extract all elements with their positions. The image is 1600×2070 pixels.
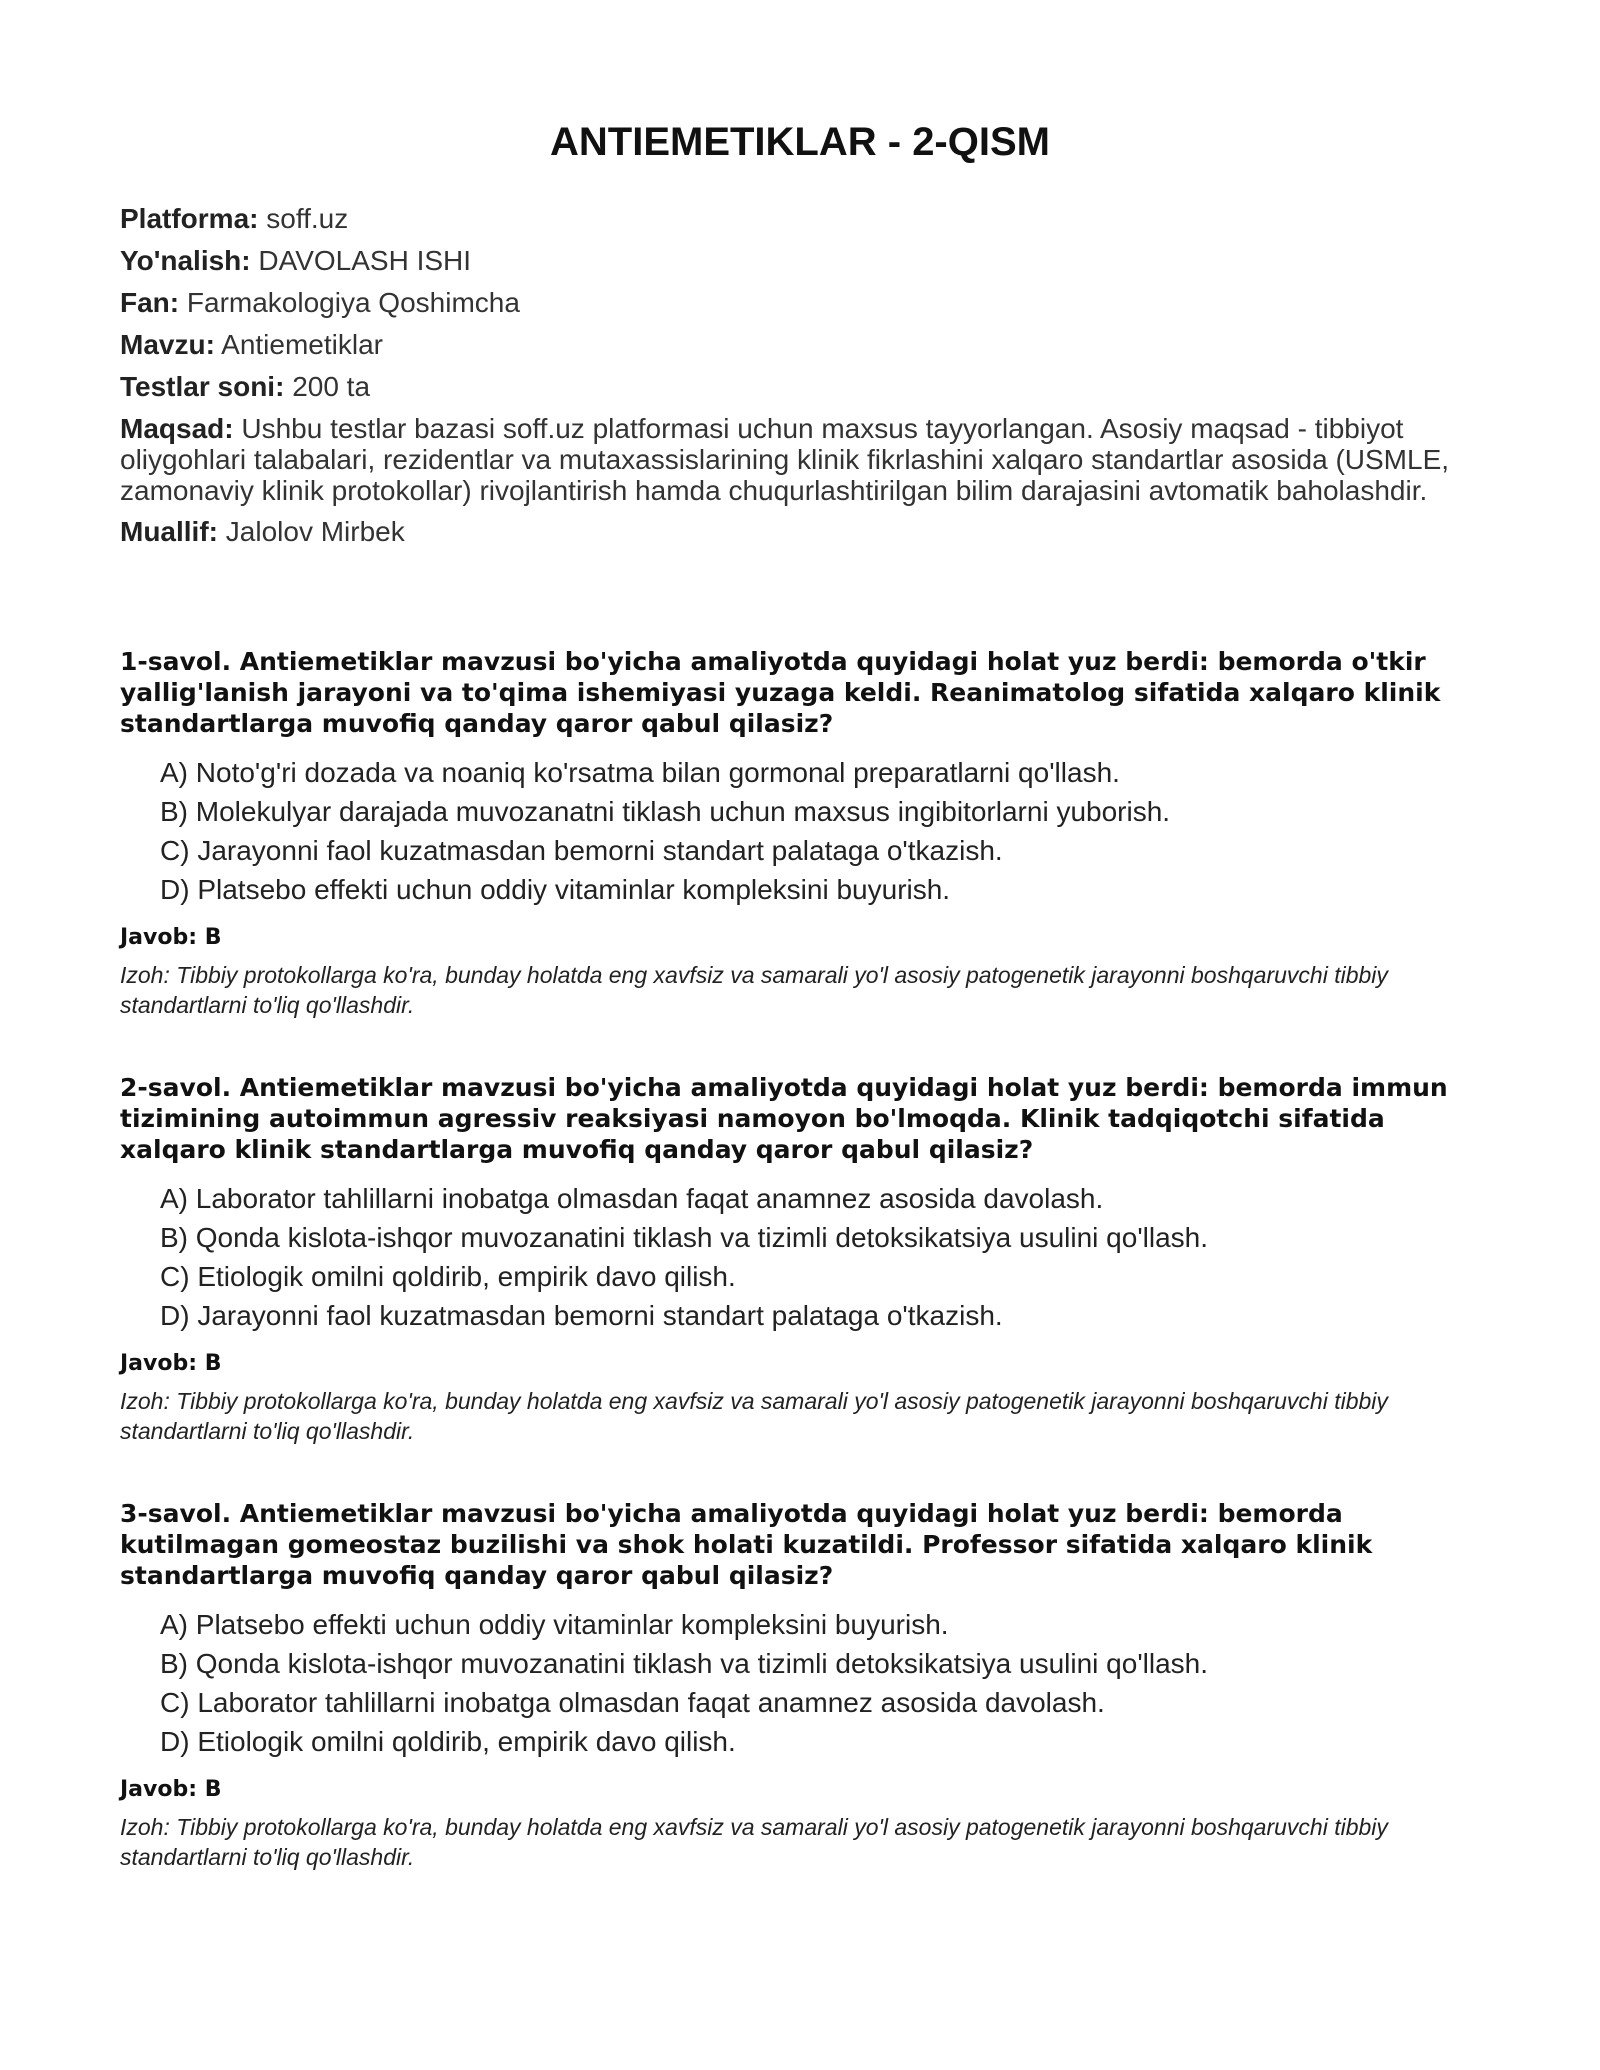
meta-platforma <box>120 203 1480 235</box>
meta-value: Farmakologiya Qoshimcha <box>186 287 520 318</box>
meta-value: DAVOLASH ISHI <box>258 245 472 276</box>
meta-value: Jalolov Mirbek <box>225 516 405 547</box>
meta-yonalish <box>120 245 1480 277</box>
option-d: D) Jarayonni faol kuzatmasdan bemorni standart palataga o'tkazish. <box>160 1300 1003 1331</box>
question-text: 3-savol. Antiemetiklar mavzusi bo'yicha amaliyotda quyidagi holat yuz berdi: bemorda kutilmagan gomeostaz buzilishi va shok holati kuzatildi. Professor sifatida xalqaro klinik standartlarga muvofiq qanday qaror qabul qilasiz? <box>120 1499 1373 1590</box>
question-text: 2-savol. Antiemetiklar mavzusi bo'yicha amaliyotda quyidagi holat yuz berdi: bemorda immun tizimining autoimmun agressiv reaksiyasi namoyon bo'lmoqda. Klinik tadqiqotchi sifatida xalqaro klinik standartlarga muvofiq qanday qaror qabul qilasiz? <box>120 1073 1448 1164</box>
meta-value: soff.uz <box>266 203 349 234</box>
question-text: 1-savol. Antiemetiklar mavzusi bo'yicha amaliyotda quyidagi holat yuz berdi: bemorda o'tkir yallig'lanish jarayoni va to'qima ishemiyasi yuzaga keldi. Reanimatolog sifatida xalqaro klinik standartlarga muvofiq qanday qaror qabul qilasiz? <box>120 647 1441 738</box>
option-c: C) Etiologik omilni qoldirib, empirik davo qilish. <box>160 1261 736 1292</box>
option-b: B) Qonda kislota-ishqor muvozanatini tiklash va tizimli detoksikatsiya usulini qo'llash. <box>160 1648 1209 1679</box>
meta-key: Mavzu: <box>120 329 215 360</box>
option-b: B) Molekulyar darajada muvozanatni tiklash uchun maxsus ingibitorlarni yuborish. <box>160 796 1171 827</box>
option-d: D) Etiologik omilni qoldirib, empirik davo qilish. <box>160 1726 736 1757</box>
option-c: C) Laborator tahlillarni inobatga olmasdan faqat anamnez asosida davolash. <box>160 1687 1105 1718</box>
meta-testlar-soni <box>120 371 1480 403</box>
meta-value: Antiemetiklar <box>221 329 383 360</box>
answer-label: Javob: B <box>120 1777 222 1802</box>
meta-key: Fan: <box>120 287 180 318</box>
answer-label: Javob: B <box>120 1351 222 1376</box>
questions-list <box>120 646 1480 1872</box>
meta-key: Maqsad: <box>120 413 234 444</box>
meta-key: Yo'nalish: <box>120 245 251 276</box>
page-title: ANTIEMETIKLAR - 2-QISM <box>550 120 1050 164</box>
meta-maqsad <box>120 413 1480 506</box>
meta-fan <box>120 287 1480 319</box>
option-d: D) Platsebo effekti uchun oddiy vitaminlar kompleksini buyurish. <box>160 874 951 905</box>
question-1 <box>120 646 1480 1020</box>
explanation-note: Izoh: Tibbiy protokollarga ko'ra, bunday holatda eng xavfsiz va samarali yo'l asosiy patogenetik jarayonni boshqaruvchi tibbiy standartlarni to'liq qo'llashdir. <box>120 1388 1388 1444</box>
option-a: A) Laborator tahlillarni inobatga olmasdan faqat anamnez asosida davolash. <box>160 1183 1104 1214</box>
question-2 <box>120 1072 1480 1446</box>
meta-key: Testlar soni: <box>120 371 285 402</box>
option-b: B) Qonda kislota-ishqor muvozanatini tiklash va tizimli detoksikatsiya usulini qo'llash. <box>160 1222 1209 1253</box>
meta-key: Muallif: <box>120 516 218 547</box>
answer-label: Javob: B <box>120 925 222 950</box>
option-a: A) Noto'g'ri dozada va noaniq ko'rsatma bilan gormonal preparatlarni qo'llash. <box>160 757 1120 788</box>
option-c: C) Jarayonni faol kuzatmasdan bemorni standart palataga o'tkazish. <box>160 835 1003 866</box>
meta-mavzu <box>120 329 1480 361</box>
explanation-note: Izoh: Tibbiy protokollarga ko'ra, bunday holatda eng xavfsiz va samarali yo'l asosiy patogenetik jarayonni boshqaruvchi tibbiy standartlarni to'liq qo'llashdir. <box>120 1814 1388 1870</box>
meta-muallif <box>120 516 1480 548</box>
meta-value: Ushbu testlar bazasi soff.uz platformasi uchun maxsus tayyorlangan. Asosiy maqsad - tibbiyot oliygohlari talabalari, rezidentlar va mutaxassislarining klinik fikrlashini xalqaro standartlar asosida (USMLE, zamonaviy klinik protokollar) rivojlantirish hamda chuqurlashtirilgan bilim darajasini avtomatik baholashdir. <box>120 413 1450 506</box>
option-a: A) Platsebo effekti uchun oddiy vitaminlar kompleksini buyurish. <box>160 1609 949 1640</box>
meta-key: Platforma: <box>120 203 259 234</box>
meta-value: 200 ta <box>292 371 371 402</box>
explanation-note: Izoh: Tibbiy protokollarga ko'ra, bunday holatda eng xavfsiz va samarali yo'l asosiy patogenetik jarayonni boshqaruvchi tibbiy standartlarni to'liq qo'llashdir. <box>120 962 1388 1018</box>
meta-section <box>120 203 1480 548</box>
question-3 <box>120 1498 1480 1872</box>
